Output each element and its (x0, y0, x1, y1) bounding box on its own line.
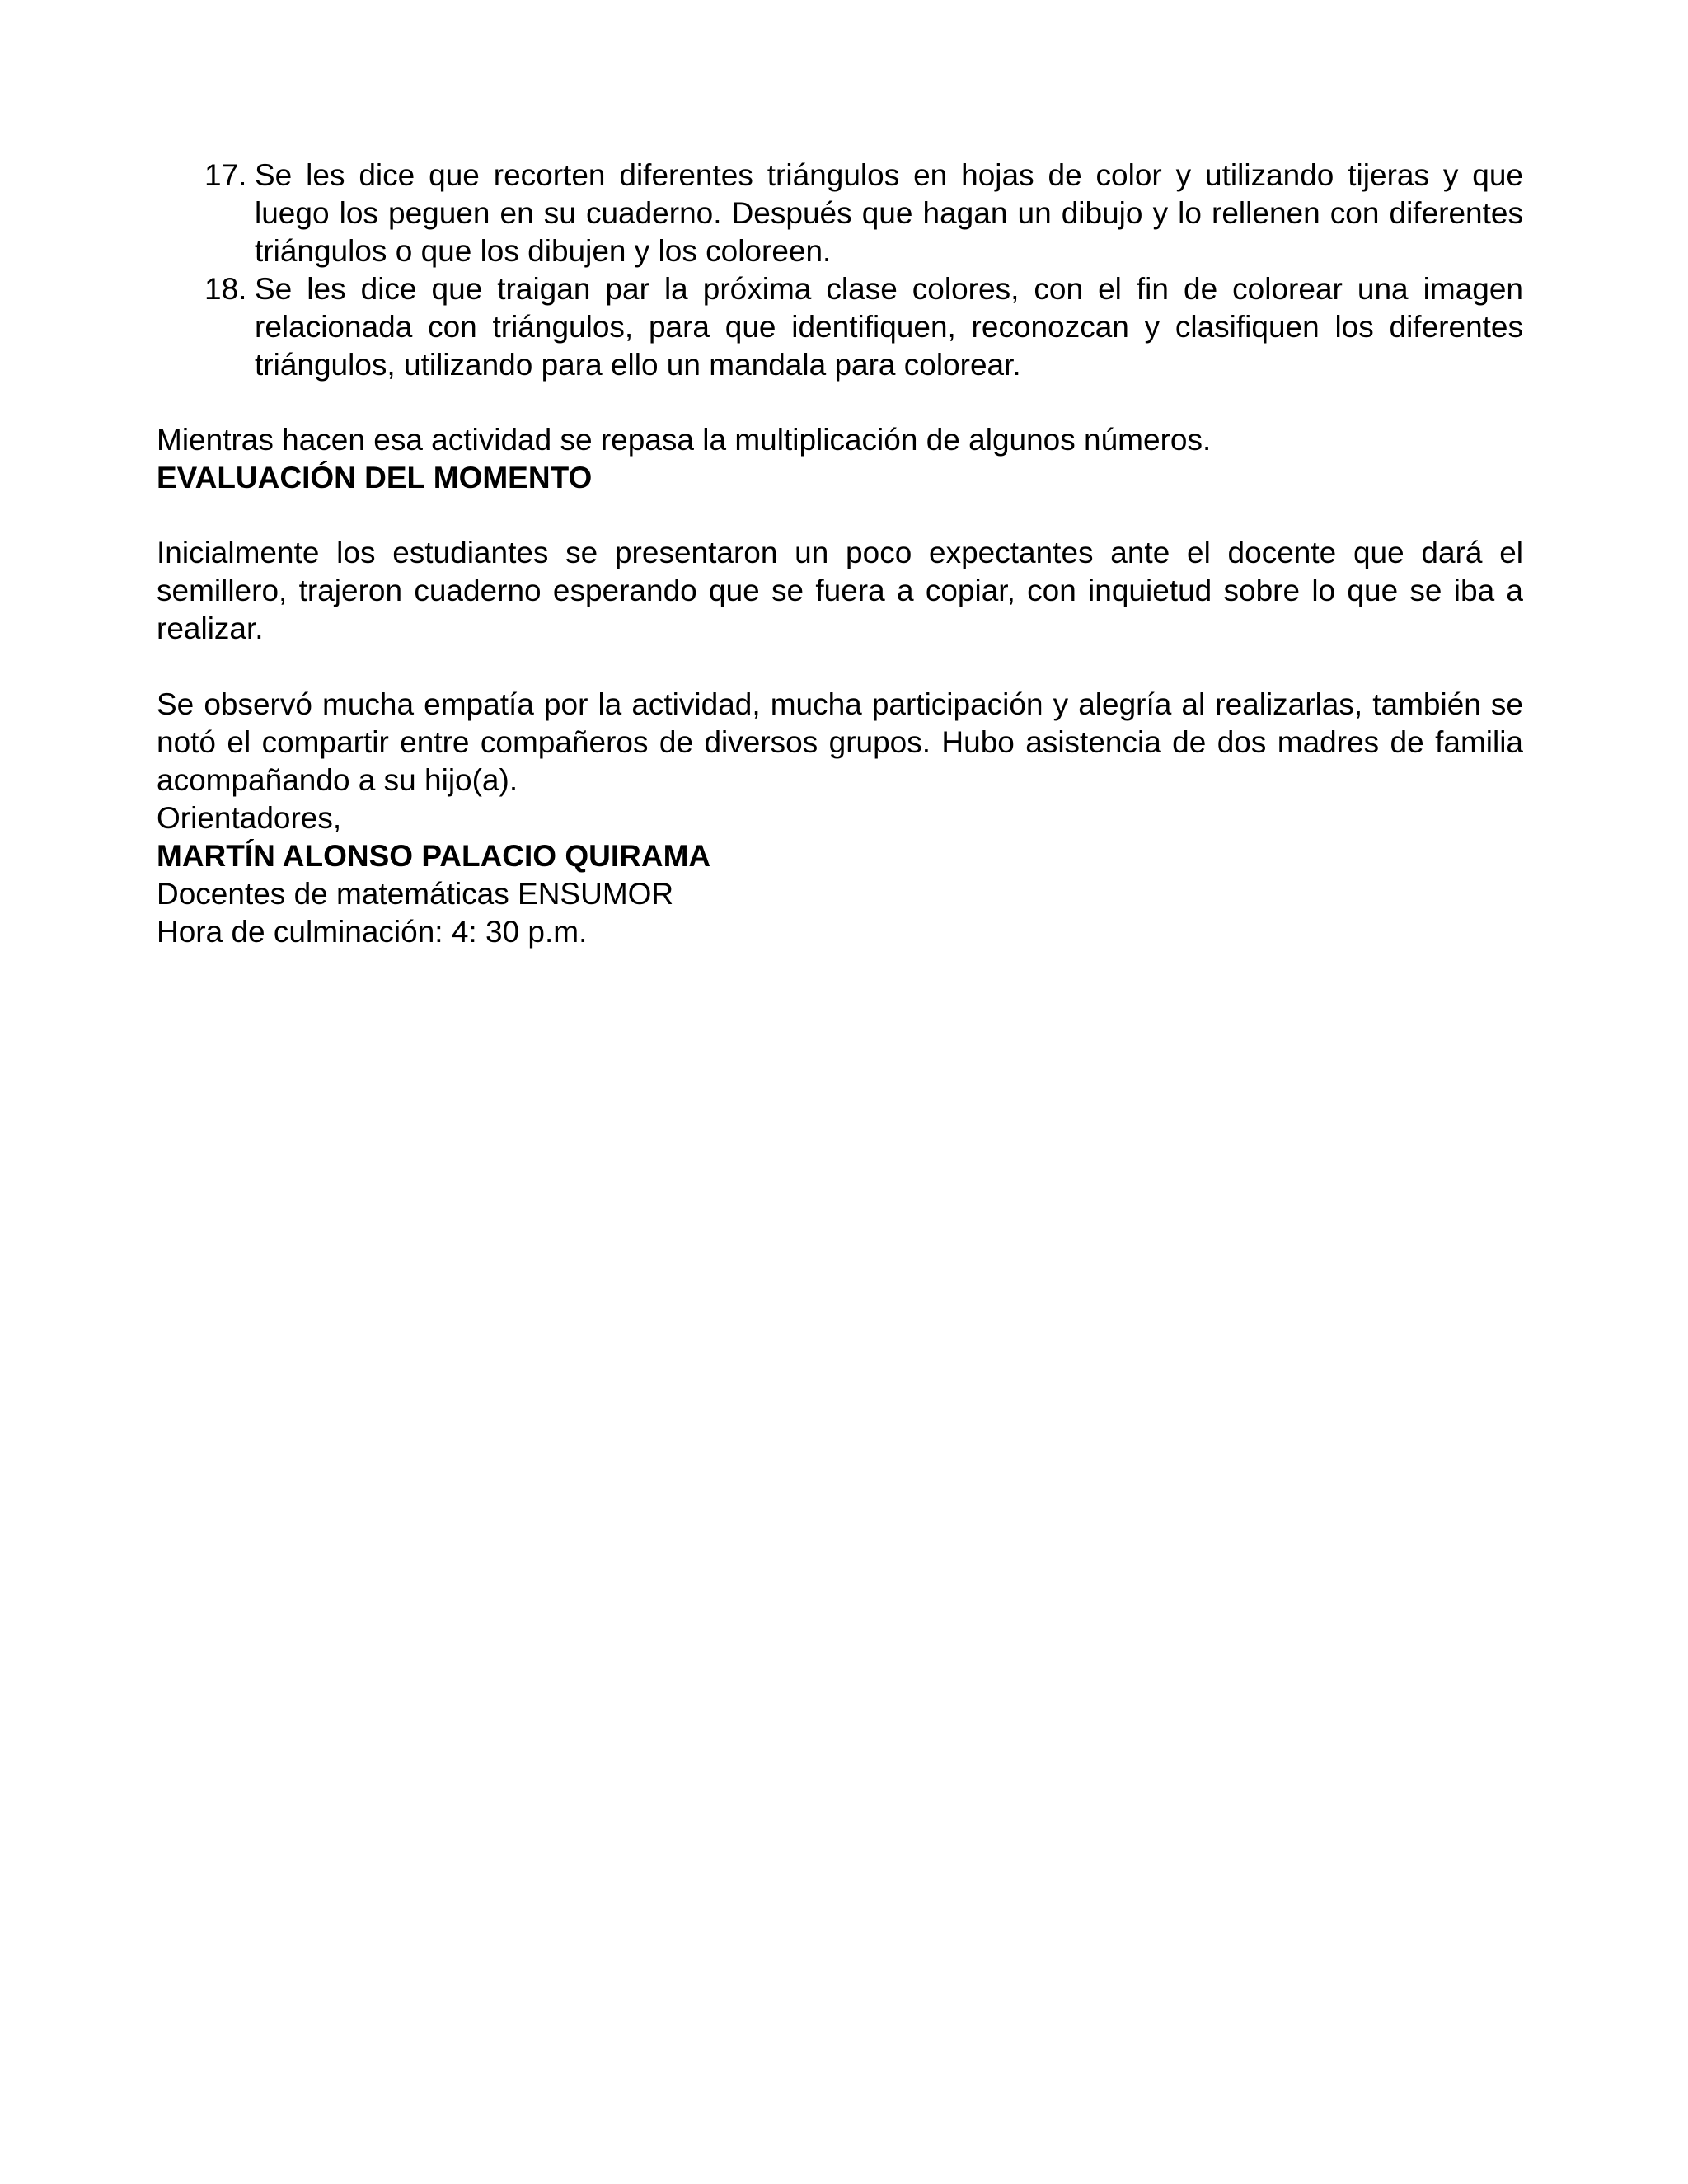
signer-role: Docentes de matemáticas ENSUMOR (157, 877, 674, 911)
evaluation-heading: EVALUACIÓN DEL MOMENTO (157, 461, 593, 494)
signer-name: MARTÍN ALONSO PALACIO QUIRAMA (157, 839, 711, 873)
list-item-text: Se les dice que recorten diferentes triángulos en hojas de color y utilizando tijeras y que luego los peguen en su cuaderno. Después que hagan un dibujo y lo rellenen con diferentes triángulos o que los dibujen y los coloreen. (255, 158, 1523, 268)
list-item-text: Se les dice que traigan par la próxima clase colores, con el fin de colorear una imagen relacionada con triángulos, para que identifiquen, reconozcan y clasifiquen los diferentes triángulos, utilizando para ello un mandala para colorear. (255, 272, 1523, 382)
list-item-number: 17. (204, 158, 247, 192)
list-item-number: 18. (204, 272, 247, 306)
list-item (157, 157, 1523, 270)
list-item (157, 270, 1523, 384)
evaluation-paragraph-2: Se observó mucha empatía por la actividad, mucha participación y alegría al realizarlas, también se notó el compartir entre compañeros de diversos grupos. Hubo asistencia de dos madres de familia acompañando a su hijo(a). (157, 687, 1523, 797)
end-time: Hora de culminación: 4: 30 p.m. (157, 915, 588, 949)
activity-note: Mientras hacen esa actividad se repasa la multiplicación de algunos números. (157, 423, 1212, 457)
closing-salutation: Orientadores, (157, 801, 342, 835)
page-content (157, 157, 1523, 951)
evaluation-paragraph-1: Inicialmente los estudiantes se presentaron un poco expectantes ante el docente que dará el semillero, trajeron cuaderno esperando que se fuera a copiar, con inquietud sobre lo que se iba a realizar. (157, 536, 1523, 645)
activity-list (157, 157, 1523, 384)
